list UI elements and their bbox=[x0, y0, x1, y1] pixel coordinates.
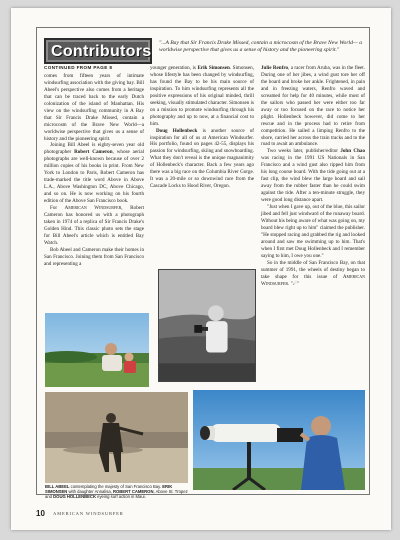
photo-hollenbeck-camera bbox=[193, 390, 365, 490]
paragraph: Two weeks later, publisher/editor John Chao was racing in the 1991 US Nationals in San Francisco and a wind gust also ripped him from his long course board. With the tide going out at a fast clip, the wind blew the large board and sail away from the rubber faster than he could swim against the tide. After a ten-minute struggle, they were good long distance apart. bbox=[261, 148, 366, 204]
section-title: Contributors bbox=[51, 43, 152, 60]
pull-quote: "...A Bay that Sir Francis Drake Missed, contain a microcosm of the Brave New World— a worldwise perspective that gives us a sense of history and the pioneering spirit." bbox=[159, 40, 363, 54]
person-name: Erik Simonsen bbox=[197, 65, 230, 71]
paragraph: For American Windsurfer, Robert Cameron has honored us with a photograph taken in 1974 of a replica of Sir Francis Drake's Golden Hind. This classic photo sets the stage for Bill Abeel's article which is entitled Bay Watch. bbox=[44, 205, 144, 246]
paragraph: Doug Hollenbeck is another source of inspiration for all of us at American Windsurfer. His portfolio, found on pages 42-55, displays his passion for windsurfing, skiing and snowboarding. What they don't reveal is the unique magnanimity of Hollenbeck's character. Back a few years ago there was a big race on the Columbia River Gorge. It was a 20-mile or so downwind race from the Cascade Locks to Hood River, Oregon. bbox=[150, 127, 254, 190]
text-column-3 bbox=[261, 65, 365, 288]
person-name: Doug Hollenbeck bbox=[156, 127, 198, 134]
photo-abeel-with-child bbox=[45, 313, 149, 387]
photo-windsurfer-shore bbox=[45, 392, 188, 483]
paragraph: Joining Bill Abeel is eighty-seven year old photographer Robert Cameron, whose aerial photographs are well-known because of over 2 million copies of his books in print. From New York to London to Paris, Robert Cameron has trade-marked the title word Above in Above L.A., Above Washington DC, Above Chicago, and so on. He is now working on his fourth edition of the Above San Francisco book. bbox=[44, 142, 144, 205]
person-name: Robert Cameron bbox=[74, 149, 113, 156]
paragraph: Julie Renfro, a racer from Aruba, was in the fleet. During one of her jibes, a wind gust tore her off the board and broke her ankle. Frightened, in pain and in freezing waters, Renfro waved and screamed for help for 40 minutes, while most of the sailors who passed her were either too far away or too focused on the race to notice her plight. Hollenbeck however, did come to her rescue and in the process had to retire from competition. He sailed a limping Renfro to the shore, carried her across the train tracks and to the road to await an ambulance. bbox=[261, 65, 365, 148]
paragraph: younger generation, is Erik Simonsen. Simonsen, whose lifestyle has been changed by windsurfing, has found the Bay to be his main source of inspiration. To him windsurfing represents all the positive expressions of his original minded, thrill seeking, visually stimulated character. Simonsen is on a mission to promote windsurfing through his photography and up to now, at a financial cost to him. bbox=[150, 65, 254, 127]
paragraph: comes from fifteen years of intimate windsurfing association with the giving bay. Bill Abeel's perspective also comes from a heritage that can be traced back to the early Dutch colonization of the island of Manhattan. His view on the windsurfing community in A Bay that Sir Francis Drake Missed, contain a microcosm of the Brave New World—a worldwise perspective that gives us a sense of history and the pioneering spirit. bbox=[44, 72, 144, 142]
magazine-page bbox=[11, 8, 391, 530]
section-header bbox=[44, 38, 152, 64]
footer-magazine-title: AMERICAN WINDSURFER bbox=[53, 511, 124, 516]
continued-label: CONTINUED FROM PAGE 8 bbox=[44, 65, 113, 70]
magazine-name: American Windsurfer bbox=[261, 273, 365, 287]
page-number: 10 bbox=[36, 509, 45, 518]
person-name: Julie Renfro bbox=[261, 65, 289, 71]
text-column-1 bbox=[44, 65, 144, 268]
person-name: John Chao bbox=[340, 148, 366, 155]
paragraph: Bob Abeel and Cameron make their homes in San Francisco. Joining them from San Francisco and representing a bbox=[44, 246, 144, 267]
paragraph: "Just when I gave up, out of the blue, this sailor jibed and fell just windward of the runaway board. Without his being aware of what was going on, my board blew right up to him" claimed the publisher. "He stopped racing and grabbed the rig and looked around and saw me swimming up to him. That's when I first met Doug Hollenbeck and I remember saying to him, I owe you one." bbox=[261, 204, 365, 259]
paragraph: So in the middle of San Francisco Bay, on that summer of 1991, the wheels of destiny began to take shape for this issue of American Windsurfer. "☄" bbox=[261, 259, 365, 287]
magazine-name: American Windsurfer bbox=[64, 205, 122, 212]
text-column-2 bbox=[150, 65, 254, 190]
photo-cameron bbox=[158, 269, 256, 382]
photo-caption: BILL ABEEL contemplating the majesty of San Francisco Bay. ERIK SIMONSEN with daughter Annalisa, ROBERT CAMERON, Above St. Tropez and DOUG HOLLENBECK eyeing surf action in Maui. bbox=[45, 484, 188, 500]
